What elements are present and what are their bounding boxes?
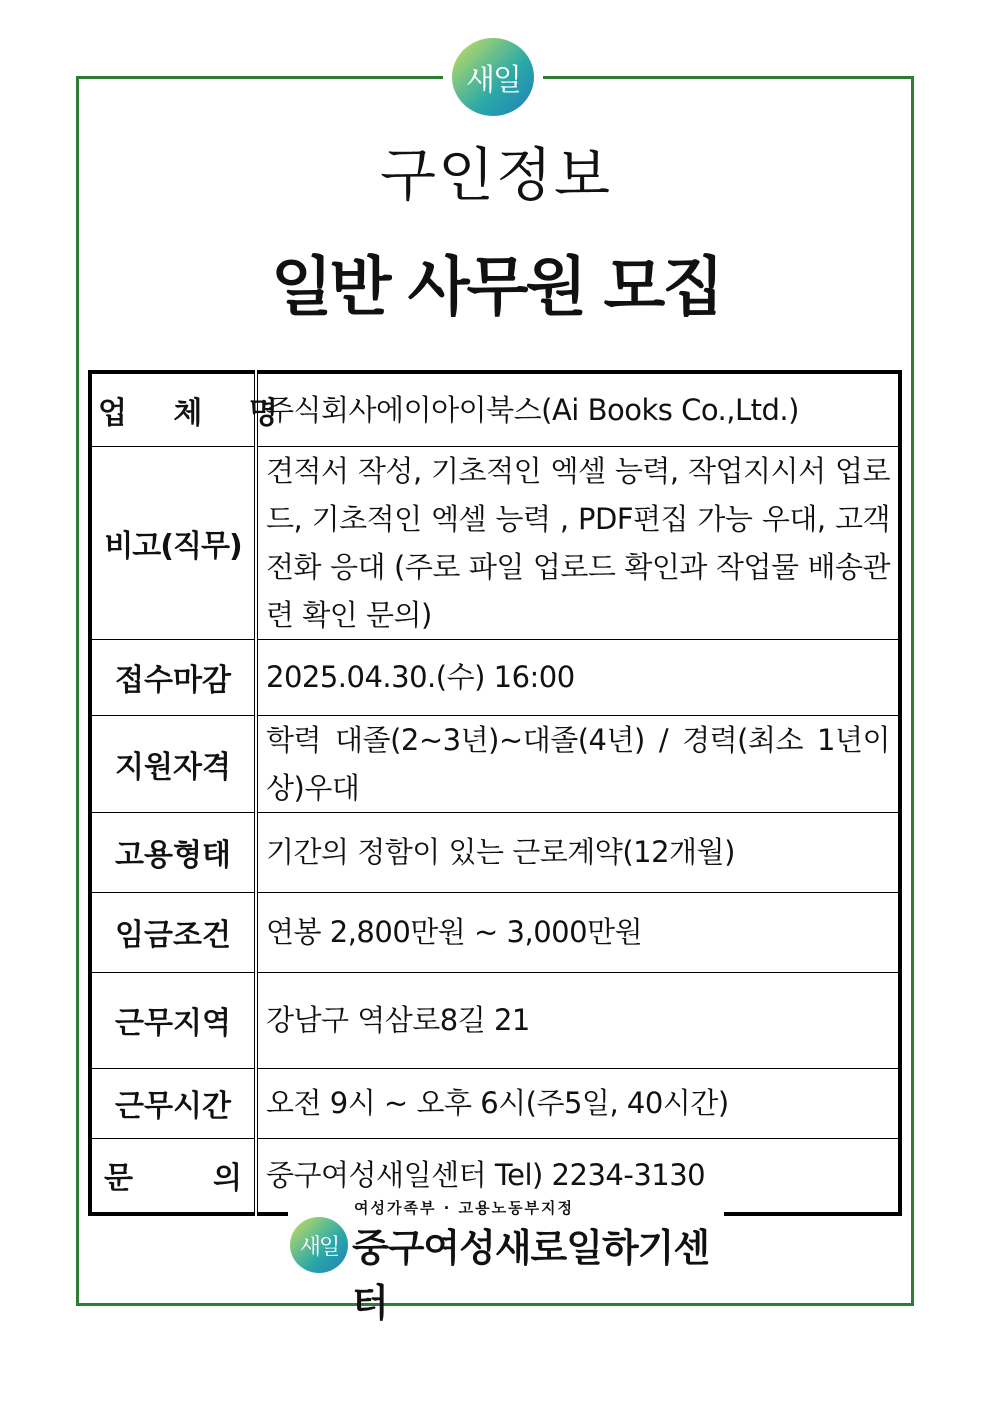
saeil-logo-icon	[452, 38, 534, 116]
poster-title: 일반 사무원 모집	[270, 251, 722, 325]
table-row	[90, 892, 900, 972]
row-value-salary: 연봉 2,800만원 ~ 3,000만원	[256, 892, 900, 972]
row-label-inquiry-part: 문	[104, 1161, 133, 1197]
row-label-inquiry	[90, 1138, 256, 1214]
row-label-qualification: 지원자격	[90, 715, 256, 812]
row-label-employment-type: 고용형태	[90, 812, 256, 892]
row-value-hours: 오전 9시 ~ 오후 6시(주5일, 40시간)	[256, 1068, 900, 1138]
row-value-company: 주식회사에이아이북스(Ai Books Co.,Ltd.)	[256, 372, 900, 446]
saeil-logo-text: 새일	[466, 63, 520, 98]
table-row	[90, 372, 900, 446]
footer-designation: 여성가족부 · 고용노동부지정	[354, 1199, 575, 1217]
table-row	[90, 972, 900, 1068]
row-value-deadline: 2025.04.30.(수) 16:00	[256, 639, 900, 715]
row-label-location: 근무지역	[90, 972, 256, 1068]
row-label-inquiry-part: 의	[213, 1161, 242, 1197]
row-value-duties: 견적서 작성, 기초적인 엑셀 능력, 작업지시서 업로드, 기초적인 엑셀 능력 , PDF편집 가능 우대, 고객 전화 응대 (주로 파일 업로드 확인과 작업물 배송관련 확인 문의)	[256, 446, 900, 639]
row-label-hours: 근무시간	[90, 1068, 256, 1138]
row-value-qualification: 학력 대졸(2~3년)~대졸(4년) / 경력(최소 1년이상)우대	[256, 715, 900, 812]
job-info-table	[88, 370, 902, 1216]
footer-logo-text: 새일	[299, 1234, 339, 1260]
poster-subtitle: 구인정보	[379, 141, 613, 209]
row-value-location: 강남구 역삼로8길 21	[256, 972, 900, 1068]
row-label-salary: 임금조건	[90, 892, 256, 972]
saeil-logo	[443, 38, 543, 116]
table-row	[90, 812, 900, 892]
row-label-company: 업 체 명	[90, 372, 256, 446]
table-row	[90, 1068, 900, 1138]
row-value-employment-type: 기간의 정함이 있는 근로계약(12개월)	[256, 812, 900, 892]
footer-logo	[288, 1195, 724, 1325]
footer-center-name: 중구여성새로일하기센터	[352, 1226, 710, 1325]
row-label-duties: 비고(직무)	[90, 446, 256, 639]
footer-saeil-icon	[290, 1217, 348, 1273]
table-row	[90, 446, 900, 639]
row-label-deadline: 접수마감	[90, 639, 256, 715]
table-row	[90, 639, 900, 715]
table-row	[90, 715, 900, 812]
row-value-inquiry: 중구여성새일센터 Tel) 2234-3130	[256, 1138, 900, 1214]
